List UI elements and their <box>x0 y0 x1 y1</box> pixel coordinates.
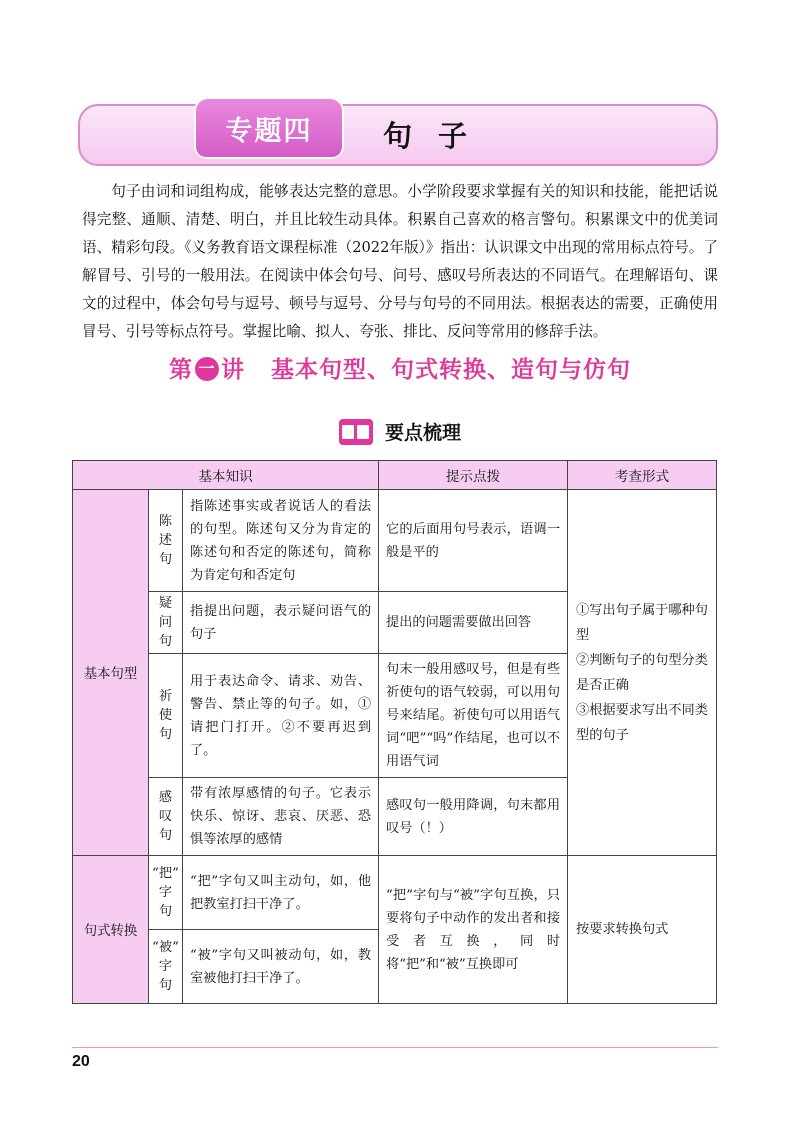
tip-cell: “把”字句与“被”字句互换，只要将句子中动作的发出者和接受者互换，同时将“把”和“被”互换即可 <box>379 856 568 1004</box>
header-tip: 提示点拨 <box>379 461 568 490</box>
intro-paragraph: 句子由词和词组构成，能够表达完整的意思。小学阶段要求掌握有关的知识和技能，能把话说得完整、通顺、清楚、明白，并且比较生动具体。积累自己喜欢的格言警句。积累课文中的优美词语、精彩句段。《义务教育语文课程标准（2022年版）》指出：认识课文中出现的常用标点符号。了解冒号、引号的一般用法。在阅读中体会句号、问号、感叹号所表达的不同语气。在理解语句、课文的过程中，体会句号与逗号、顿号与逗号、分号与句号的不同用法。根据表达的需要，正确使用冒号、引号等标点符号。掌握比喻、拟人、夸张、排比、反问等常用的修辞手法。 <box>82 183 718 340</box>
category-basic-sentence: 基本句型 <box>73 490 149 856</box>
knowledge-cell: “被”字句又叫被动句，如，教室被他打扫干净了。 <box>183 930 379 1004</box>
knowledge-cell: “把”字句又叫主动句，如，他把教室打扫干净了。 <box>183 856 379 930</box>
tip-cell: 提出的问题需要做出回答 <box>379 592 568 654</box>
tip-cell: 感叹句一般用降调，句末都用叹号（！） <box>379 778 568 856</box>
sentence-type: 感 叹 句 <box>149 778 183 856</box>
exam-cell: 按要求转换句式 <box>568 856 717 1004</box>
section-prefix: 第 <box>169 357 193 383</box>
knowledge-cell: 用于表达命令、请求、劝告、警告、禁止等的句子。如，①请把门打开。②不要再迟到了。 <box>183 654 379 778</box>
header-knowledge: 基本知识 <box>73 461 379 490</box>
sentence-type: 陈 述 句 <box>149 490 183 592</box>
category-sentence-conversion: 句式转换 <box>73 856 149 1004</box>
sentence-type: “把” 字 句 <box>149 856 183 930</box>
sub-heading <box>0 418 800 445</box>
topic-tag: 专题四 <box>194 97 344 159</box>
topic-title: 句子 <box>383 118 494 153</box>
section-heading <box>0 351 800 384</box>
sentence-type: “被” 字 句 <box>149 930 183 1004</box>
knowledge-cell: 带有浓厚感情的句子。它表示快乐、惊讶、悲哀、厌恶、恐惧等浓厚的感情 <box>183 778 379 856</box>
book-icon <box>339 419 373 445</box>
section-number: 一 <box>195 357 219 381</box>
sentence-type: 祈 使 句 <box>149 654 183 778</box>
knowledge-cell: 指陈述事实或者说话人的看法的句型。陈述句又分为肯定的陈述句和否定的陈述句，简称为肯定句和否定句 <box>183 490 379 592</box>
exam-item: ③根据要求写出不同类型的句子 <box>576 702 708 743</box>
sub-heading-label: 要点梳理 <box>384 422 461 444</box>
header-exam: 考查形式 <box>568 461 717 490</box>
section-suffix: 讲 <box>221 357 245 383</box>
tip-cell: 句末一般用感叹号，但是有些祈使句的语气较弱，可以用句号来结尾。祈使句可以用语气词“吧”“吗”作结尾，也可以不用语气词 <box>379 654 568 778</box>
exam-item: ①写出句子属于哪种句型 <box>576 602 708 643</box>
knowledge-cell: 指提出问题，表示疑问语气的句子 <box>183 592 379 654</box>
section-title: 基本句型、句式转换、造句与仿句 <box>271 357 631 383</box>
footer-divider <box>72 1047 718 1048</box>
tip-cell: 它的后面用句号表示，语调一般是平的 <box>379 490 568 592</box>
page-number: 20 <box>72 1053 90 1070</box>
exam-cell <box>568 490 717 856</box>
knowledge-table <box>72 460 716 1004</box>
sentence-type: 疑 问 句 <box>149 592 183 654</box>
exam-item: ②判断句子的句型分类是否正确 <box>576 652 708 693</box>
